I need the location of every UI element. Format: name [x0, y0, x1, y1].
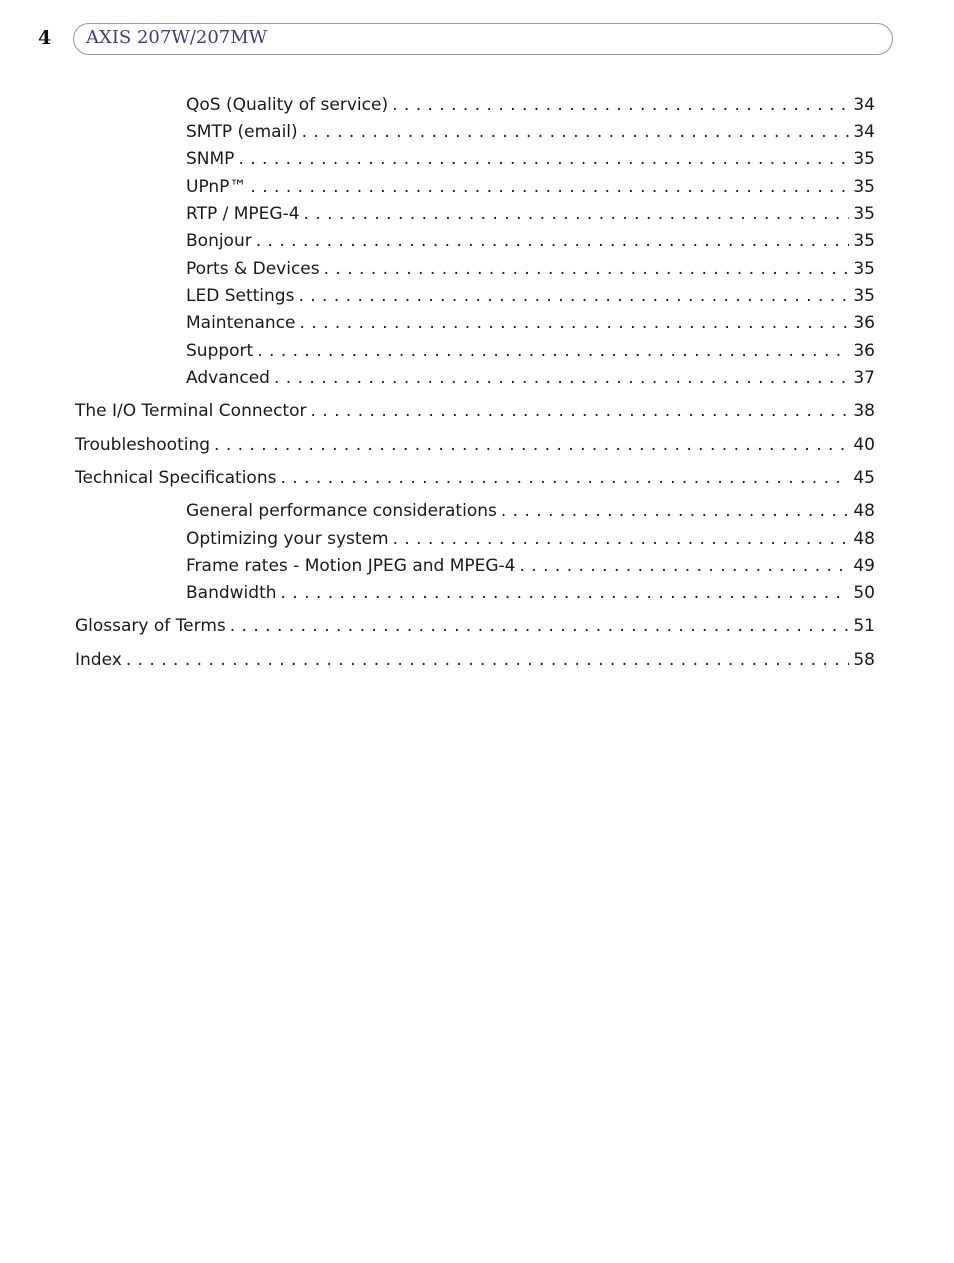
toc-entry-page-number: 37 [853, 368, 875, 388]
toc-entry[interactable] [75, 400, 875, 422]
toc-dot-leader [520, 555, 850, 577]
toc-entry-title: Optimizing your system [186, 529, 389, 549]
toc-dot-leader [230, 615, 850, 637]
toc-entry-title: Glossary of Terms [75, 616, 226, 636]
toc-entry[interactable] [186, 121, 875, 143]
toc-dot-leader [281, 582, 850, 604]
toc-entry-title: Bandwidth [186, 583, 277, 603]
toc-entry-page-number: 34 [853, 122, 875, 142]
toc-entry-title: Index [75, 650, 122, 670]
toc-dot-leader [274, 367, 849, 389]
toc-entry-page-number: 35 [853, 149, 875, 169]
toc-entry-page-number: 49 [853, 556, 875, 576]
toc-entry-page-number: 51 [853, 616, 875, 636]
toc-entry-page-number: 58 [853, 650, 875, 670]
toc-entry[interactable] [186, 555, 875, 577]
toc-dot-leader [238, 148, 849, 170]
toc-entry-page-number: 40 [853, 435, 875, 455]
toc-dot-leader [302, 121, 850, 143]
toc-entry-title: Advanced [186, 368, 270, 388]
toc-entry-page-number: 35 [853, 259, 875, 279]
toc-dot-leader [304, 203, 850, 225]
toc-entry-title: Frame rates - Motion JPEG and MPEG-4 [186, 556, 516, 576]
toc-entry[interactable] [186, 340, 875, 362]
toc-entry-page-number: 50 [853, 583, 875, 603]
toc-dot-leader [299, 312, 849, 334]
toc-dot-leader [126, 649, 850, 671]
toc-entry[interactable] [75, 467, 875, 489]
toc-dot-leader [250, 176, 849, 198]
toc-dot-leader [214, 434, 849, 456]
toc-entry-title: General performance considerations [186, 501, 497, 521]
toc-entry-page-number: 35 [853, 204, 875, 224]
toc-dot-leader [256, 230, 850, 252]
toc-entry-page-number: 48 [853, 529, 875, 549]
toc-dot-leader [310, 400, 849, 422]
toc-entry[interactable] [186, 312, 875, 334]
toc-entry-title: Maintenance [186, 313, 296, 333]
toc-entry[interactable] [186, 582, 875, 604]
toc-entry[interactable] [186, 230, 875, 252]
toc-entry-page-number: 35 [853, 231, 875, 251]
toc-dot-leader [392, 94, 849, 116]
toc-entry[interactable] [75, 615, 875, 637]
toc-dot-leader [501, 500, 850, 522]
toc-entry-title: UPnP™ [186, 177, 247, 197]
toc-entry-title: Technical Specifications [75, 468, 277, 488]
toc-dot-leader [324, 258, 850, 280]
toc-entry-page-number: 35 [853, 286, 875, 306]
toc-entry[interactable] [75, 434, 875, 456]
toc-entry[interactable] [186, 258, 875, 280]
toc-entry[interactable] [186, 94, 875, 116]
toc-dot-leader [280, 467, 849, 489]
toc-entry-page-number: 38 [853, 401, 875, 421]
toc-entry-title: Ports & Devices [186, 259, 320, 279]
toc-dot-leader [257, 340, 849, 362]
toc-entry[interactable] [186, 176, 875, 198]
toc-entry[interactable] [186, 367, 875, 389]
toc-entry-title: QoS (Quality of service) [186, 95, 389, 115]
toc-entry-title: Support [186, 341, 254, 361]
toc-entry-page-number: 34 [853, 95, 875, 115]
toc-entry[interactable] [186, 285, 875, 307]
toc-entry-page-number: 36 [853, 313, 875, 333]
toc-entry-title: SMTP (email) [186, 122, 298, 142]
toc-entry-page-number: 48 [853, 501, 875, 521]
toc-entry-title: Troubleshooting [75, 435, 211, 455]
toc-entry-title: The I/O Terminal Connector [75, 401, 307, 421]
toc-entry[interactable] [186, 500, 875, 522]
toc-entry-page-number: 35 [853, 177, 875, 197]
toc-entry-title: RTP / MPEG-4 [186, 204, 300, 224]
running-header [73, 23, 893, 55]
toc-entry[interactable] [186, 148, 875, 170]
toc-entry-page-number: 36 [853, 341, 875, 361]
toc-entry[interactable] [186, 203, 875, 225]
toc-entry[interactable] [186, 528, 875, 550]
toc-entry-page-number: 45 [853, 468, 875, 488]
toc-entry-title: LED Settings [186, 286, 295, 306]
toc-dot-leader [298, 285, 849, 307]
toc-entry-title: SNMP [186, 149, 235, 169]
toc-entry[interactable] [75, 649, 875, 671]
toc-dot-leader [393, 528, 850, 550]
toc-entry-title: Bonjour [186, 231, 252, 251]
page-number: 4 [38, 27, 52, 49]
document-title: AXIS 207W/207MW [86, 27, 268, 48]
